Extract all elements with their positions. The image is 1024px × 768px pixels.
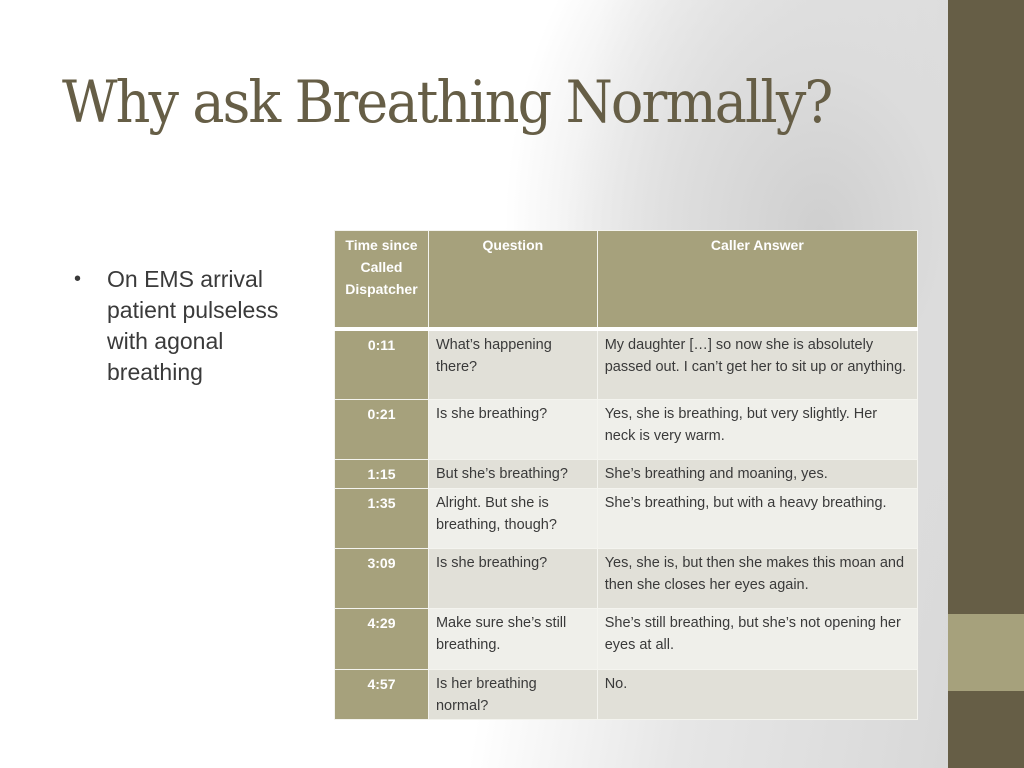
question-cell: What’s happening there? (428, 329, 597, 399)
answer-cell: My daughter […] so now she is absolutely passed out. I can’t get her to sit up or anything. (597, 329, 917, 399)
time-cell: 1:35 (335, 488, 429, 548)
answer-cell: She’s breathing and moaning, yes. (597, 459, 917, 488)
table-row (335, 459, 918, 488)
table-header-row (335, 231, 918, 330)
bullet-marker: • (74, 268, 82, 290)
answer-cell: Yes, she is breathing, but very slightly. Her neck is very warm. (597, 399, 917, 459)
question-cell: Is she breathing? (428, 548, 597, 608)
sidebar-accent-block (948, 614, 1024, 691)
time-cell: 0:11 (335, 329, 429, 399)
answer-cell: She’s still breathing, but she’s not opening her eyes at all. (597, 608, 917, 669)
question-cell: But she’s breathing? (428, 459, 597, 488)
time-cell: 3:09 (335, 548, 429, 608)
table-row (335, 669, 918, 719)
table-row (335, 488, 918, 548)
header-caller-answer: Caller Answer (597, 231, 917, 330)
header-question: Question (428, 231, 597, 330)
time-cell: 0:21 (335, 399, 429, 459)
question-cell: Alright. But she is breathing, though? (428, 488, 597, 548)
question-cell: Is she breathing? (428, 399, 597, 459)
time-cell: 1:15 (335, 459, 429, 488)
question-cell: Is her breathing normal? (428, 669, 597, 719)
question-cell: Make sure she’s still breathing. (428, 608, 597, 669)
bullet-item (74, 264, 314, 388)
slide-title: Why ask Breathing Normally? (62, 68, 832, 136)
table-row (335, 329, 918, 399)
answer-cell: No. (597, 669, 917, 719)
dispatch-transcript-table (334, 230, 918, 720)
answer-cell: She’s breathing, but with a heavy breathing. (597, 488, 917, 548)
time-cell: 4:57 (335, 669, 429, 719)
table-row (335, 608, 918, 669)
table-row (335, 399, 918, 459)
time-cell: 4:29 (335, 608, 429, 669)
answer-cell: Yes, she is, but then she makes this moan and then she closes her eyes again. (597, 548, 917, 608)
bullet-text: On EMS arrival patient pulseless with agonal breathing (107, 266, 279, 385)
header-time: Time since Called Dispatcher (335, 231, 429, 330)
table-row (335, 548, 918, 608)
bullet-list (74, 264, 314, 388)
